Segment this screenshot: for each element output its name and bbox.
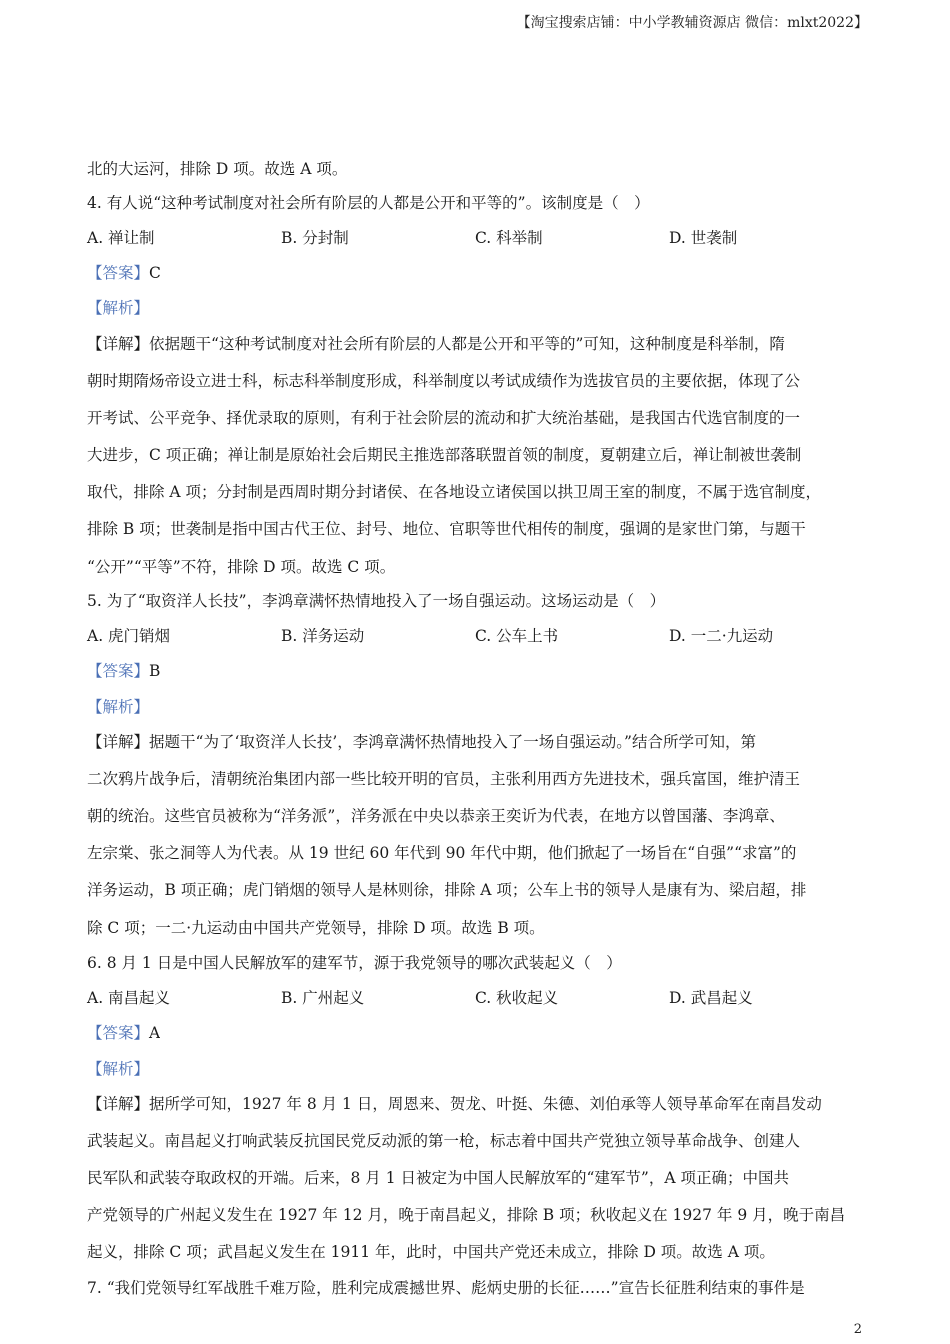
q5-detail-line: 左宗棠、张之洞等人为代表。从 19 世纪 60 年代到 90 年代中期，他们掀起了一场旨在“自强”“求富”的 xyxy=(87,844,797,862)
q6-analysis-label xyxy=(87,1058,149,1080)
page-number: 2 xyxy=(853,1322,862,1337)
q5-detail-line: 二次鸦片战争后，清朝统治集团内部一些比较开明的官员，主张利用西方先进技术，强兵富国，维护清王 xyxy=(87,770,801,788)
q5-answer-value: B xyxy=(149,662,161,680)
q5-options xyxy=(87,625,867,647)
q5-detail-line: 朝的统治。这些官员被称为“洋务派”，洋务派在中央以恭亲王奕䜣为代表，在地方以曾国藩、李鸿章、 xyxy=(87,807,785,825)
q6-detail-line: 民军队和武装夺取政权的开端。后来，8 月 1 日被定为中国人民解放军的“建军节”，A 项正确；中国共 xyxy=(87,1169,789,1187)
q5-detail-line: 洋务运动，B 项正确；虎门销烟的领导人是林则徐，排除 A 项；公车上书的领导人是康有为、梁启超，排 xyxy=(87,881,807,899)
q4-option-d: D. 世袭制 xyxy=(669,229,738,247)
q6-option-d: D. 武昌起义 xyxy=(669,989,753,1007)
q5-option-c: C. 公车上书 xyxy=(475,627,559,645)
q6-answer xyxy=(87,1022,160,1044)
q5-stem: 5. 为了“取资洋人长技”，李鸿章满怀热情地投入了一场自强运动。这场运动是（ ） xyxy=(87,592,666,610)
q4-answer xyxy=(87,262,161,284)
q4-option-c: C. 科举制 xyxy=(475,229,543,247)
q5-detail-text: 据题干“为了‘取资洋人长技’，李鸿章满怀热情地投入了一场自强运动。”结合所学可知，第 xyxy=(149,733,756,751)
q5-option-d: D. 一二·九运动 xyxy=(669,627,774,645)
page-header: 【淘宝搜索店铺：中小学教辅资源店 微信：mlxt2022】 xyxy=(516,15,868,31)
q4-detail-line: “公开”“平等”不符，排除 D 项。故选 C 项。 xyxy=(87,558,396,576)
intro-line: 北的大运河，排除 D 项。故选 A 项。 xyxy=(87,160,348,178)
q6-options xyxy=(87,987,867,1009)
q4-analysis-label xyxy=(87,297,149,319)
analysis-tag: 【解析】 xyxy=(87,1060,150,1078)
q7-stem: 7. “我们党领导红军战胜千难万险，胜利完成震撼世界、彪炳史册的长征……”宣告长征胜利结束的事件是 xyxy=(87,1279,805,1297)
q4-option-b: B. 分封制 xyxy=(281,229,349,247)
q4-stem: 4. 有人说“这种考试制度对社会所有阶层的人都是公开和平等的”。该制度是（ ） xyxy=(87,194,650,212)
analysis-tag: 【解析】 xyxy=(87,698,150,716)
q6-stem: 6. 8 月 1 日是中国人民解放军的建军节，源于我党领导的哪次武装起义（ ） xyxy=(87,954,622,972)
q4-detail-line: 朝时期隋炀帝设立进士科，标志科举制度形成，科举制度以考试成绩作为选拔官员的主要依据，体现了公 xyxy=(87,372,801,390)
detail-tag: 【详解】 xyxy=(87,1095,150,1113)
answer-tag: 【答案】 xyxy=(87,1024,150,1042)
q6-detail-text: 据所学可知，1927 年 8 月 1 日，周恩来、贺龙、叶挺、朱德、刘伯承等人领导革命军在南昌发动 xyxy=(149,1095,822,1113)
analysis-tag: 【解析】 xyxy=(87,299,150,317)
q6-detail-line xyxy=(87,1093,822,1115)
detail-tag: 【详解】 xyxy=(87,733,150,751)
q4-detail-line xyxy=(87,333,785,355)
q4-detail-line: 开考试、公平竞争、择优录取的原则，有利于社会阶层的流动和扩大统治基础，是我国古代选官制度的一 xyxy=(87,409,801,427)
q5-option-b: B. 洋务运动 xyxy=(281,627,365,645)
q6-detail-line: 武装起义。南昌起义打响武装反抗国民党反动派的第一枪，标志着中国共产党独立领导革命战争、创建人 xyxy=(87,1132,801,1150)
q4-detail-text: 依据题干“这种考试制度对社会所有阶层的人都是公开和平等的”可知，这种制度是科举制，隋 xyxy=(149,335,785,353)
answer-tag: 【答案】 xyxy=(87,264,150,282)
q4-detail-line: 大进步，C 项正确；禅让制是原始社会后期民主推选部落联盟首领的制度，夏朝建立后，禅让制被世袭制 xyxy=(87,446,802,464)
q6-option-a: A. 南昌起义 xyxy=(87,989,171,1007)
q4-option-a: A. 禅让制 xyxy=(87,229,155,247)
q6-detail-line: 起义，排除 C 项；武昌起义发生在 1911 年，此时，中国共产党还未成立，排除 D 项。故选 A 项。 xyxy=(87,1243,775,1261)
q4-detail-line: 取代，排除 A 项；分封制是西周时期分封诸侯、在各地设立诸侯国以拱卫周王室的制度，不属于选官制度， xyxy=(87,483,822,501)
detail-tag: 【详解】 xyxy=(87,335,150,353)
q6-detail-line: 产党领导的广州起义发生在 1927 年 12 月，晚于南昌起义，排除 B 项；秋收起义在 1927 年 9 月，晚于南昌 xyxy=(87,1206,846,1224)
q6-option-b: B. 广州起义 xyxy=(281,989,365,1007)
q4-detail-line: 排除 B 项；世袭制是指中国古代王位、封号、地位、官职等世代相传的制度，强调的是家世门第，与题干 xyxy=(87,520,806,538)
q6-answer-value: A xyxy=(149,1024,161,1042)
q5-option-a: A. 虎门销烟 xyxy=(87,627,171,645)
q5-analysis-label xyxy=(87,696,149,718)
q5-detail-line: 除 C 项；一二·九运动由中国共产党领导，排除 D 项。故选 B 项。 xyxy=(87,919,545,937)
q6-option-c: C. 秋收起义 xyxy=(475,989,559,1007)
q5-detail-line xyxy=(87,731,756,753)
q4-answer-value: C xyxy=(149,264,161,282)
q5-answer xyxy=(87,660,160,682)
q4-options xyxy=(87,227,867,249)
answer-tag: 【答案】 xyxy=(87,662,150,680)
